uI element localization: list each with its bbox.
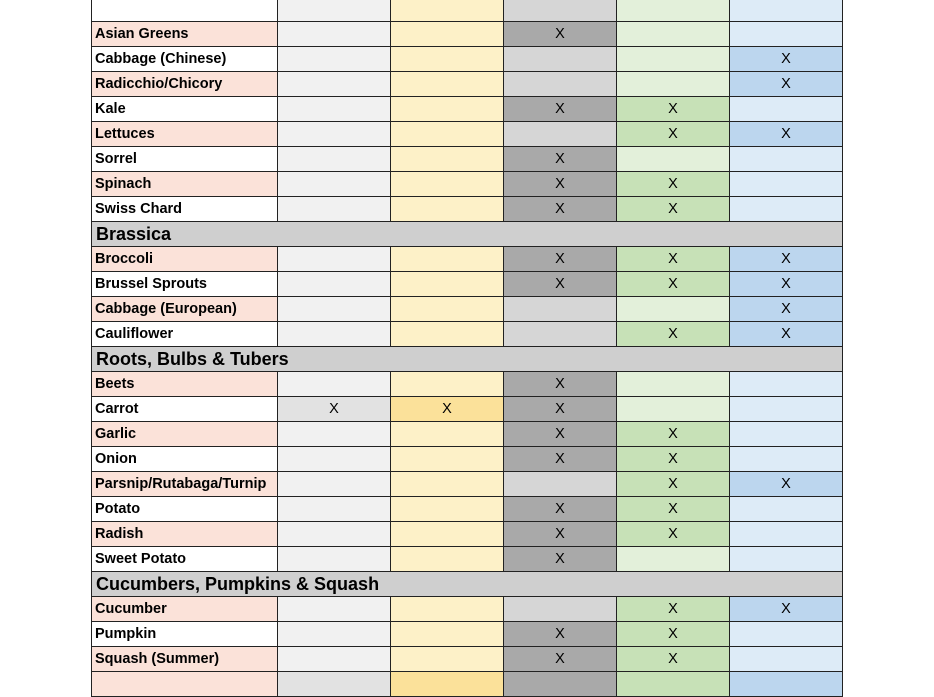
mark-cell: X — [504, 372, 617, 397]
mark-cell: X — [617, 497, 730, 522]
table-row-partial — [92, 672, 843, 697]
mark-cell: X — [730, 272, 843, 297]
mark-cell — [278, 672, 391, 697]
mark-cell — [617, 72, 730, 97]
table-row — [92, 197, 843, 222]
mark-cell: X — [617, 197, 730, 222]
crop-name-cell: Carrot — [92, 397, 278, 422]
mark-cell — [278, 172, 391, 197]
mark-cell: X — [730, 297, 843, 322]
crop-name-cell: Pumpkin — [92, 622, 278, 647]
mark-cell: X — [617, 622, 730, 647]
mark-cell: X — [617, 597, 730, 622]
mark-cell — [391, 122, 504, 147]
mark-cell — [730, 397, 843, 422]
mark-cell — [391, 622, 504, 647]
mark-cell — [278, 297, 391, 322]
section-title: Roots, Bulbs & Tubers — [92, 347, 843, 372]
crop-name-cell: Radicchio/Chicory — [92, 72, 278, 97]
mark-cell — [278, 422, 391, 447]
mark-cell — [617, 22, 730, 47]
table-row — [92, 422, 843, 447]
mark-cell — [730, 197, 843, 222]
table-row-partial — [92, 0, 843, 22]
mark-cell — [278, 447, 391, 472]
mark-cell — [278, 522, 391, 547]
table-row — [92, 272, 843, 297]
mark-cell: X — [617, 247, 730, 272]
mark-cell: X — [730, 472, 843, 497]
mark-cell — [278, 622, 391, 647]
mark-cell — [391, 647, 504, 672]
table-row — [92, 497, 843, 522]
table-row — [92, 22, 843, 47]
mark-cell — [391, 497, 504, 522]
mark-cell — [730, 622, 843, 647]
mark-cell — [504, 472, 617, 497]
crop-table-container — [91, 0, 843, 697]
mark-cell — [278, 147, 391, 172]
mark-cell — [730, 147, 843, 172]
crop-name-cell: Brussel Sprouts — [92, 272, 278, 297]
mark-cell — [278, 547, 391, 572]
mark-cell: X — [617, 322, 730, 347]
mark-cell — [278, 122, 391, 147]
mark-cell — [730, 447, 843, 472]
mark-cell — [391, 547, 504, 572]
mark-cell: X — [504, 247, 617, 272]
table-row — [92, 147, 843, 172]
crop-table-body — [92, 0, 843, 697]
mark-cell — [730, 497, 843, 522]
mark-cell — [278, 0, 391, 22]
mark-cell — [278, 472, 391, 497]
mark-cell — [391, 272, 504, 297]
crop-name-cell: Garlic — [92, 422, 278, 447]
mark-cell: X — [617, 647, 730, 672]
mark-cell — [391, 47, 504, 72]
mark-cell: X — [504, 397, 617, 422]
table-row — [92, 397, 843, 422]
crop-name-cell: Cabbage (Chinese) — [92, 47, 278, 72]
mark-cell — [278, 647, 391, 672]
mark-cell: X — [730, 322, 843, 347]
table-row — [92, 447, 843, 472]
table-row — [92, 47, 843, 72]
mark-cell — [278, 197, 391, 222]
mark-cell — [278, 22, 391, 47]
crop-name-cell: Sweet Potato — [92, 547, 278, 572]
table-row — [92, 622, 843, 647]
crop-name-cell: Sorrel — [92, 147, 278, 172]
table-row — [92, 597, 843, 622]
crop-table — [91, 0, 843, 697]
mark-cell: X — [730, 72, 843, 97]
crop-name-cell: Cauliflower — [92, 322, 278, 347]
mark-cell: X — [504, 22, 617, 47]
mark-cell — [391, 72, 504, 97]
mark-cell — [391, 522, 504, 547]
table-row — [92, 372, 843, 397]
table-row — [92, 647, 843, 672]
mark-cell — [617, 372, 730, 397]
mark-cell — [391, 472, 504, 497]
crop-name-cell: Beets — [92, 372, 278, 397]
crop-name-cell: Squash (Summer) — [92, 647, 278, 672]
mark-cell: X — [730, 597, 843, 622]
section-header — [92, 222, 843, 247]
mark-cell: X — [391, 397, 504, 422]
mark-cell: X — [730, 122, 843, 147]
mark-cell: X — [278, 397, 391, 422]
mark-cell — [391, 147, 504, 172]
mark-cell: X — [617, 522, 730, 547]
mark-cell: X — [617, 472, 730, 497]
mark-cell: X — [504, 422, 617, 447]
table-row — [92, 72, 843, 97]
mark-cell: X — [504, 447, 617, 472]
mark-cell: X — [504, 147, 617, 172]
mark-cell: X — [504, 172, 617, 197]
mark-cell: X — [617, 172, 730, 197]
mark-cell — [391, 0, 504, 22]
mark-cell — [278, 247, 391, 272]
mark-cell — [504, 597, 617, 622]
mark-cell: X — [617, 422, 730, 447]
mark-cell — [730, 0, 843, 22]
mark-cell: X — [504, 197, 617, 222]
mark-cell — [617, 0, 730, 22]
crop-name-cell: Cucumber — [92, 597, 278, 622]
section-header — [92, 572, 843, 597]
table-row — [92, 472, 843, 497]
crop-name-cell: Potato — [92, 497, 278, 522]
mark-cell — [391, 297, 504, 322]
crop-name-cell: Broccoli — [92, 247, 278, 272]
crop-name-cell — [92, 672, 278, 697]
mark-cell — [730, 547, 843, 572]
mark-cell: X — [617, 447, 730, 472]
mark-cell — [391, 247, 504, 272]
mark-cell — [504, 47, 617, 72]
mark-cell: X — [617, 272, 730, 297]
mark-cell — [391, 597, 504, 622]
table-row — [92, 122, 843, 147]
mark-cell — [391, 22, 504, 47]
mark-cell — [730, 647, 843, 672]
crop-name-cell: Spinach — [92, 172, 278, 197]
mark-cell — [504, 672, 617, 697]
mark-cell: X — [504, 272, 617, 297]
mark-cell: X — [617, 122, 730, 147]
mark-cell — [278, 597, 391, 622]
table-row — [92, 297, 843, 322]
mark-cell: X — [504, 497, 617, 522]
mark-cell — [617, 547, 730, 572]
mark-cell — [730, 422, 843, 447]
crop-name-cell: Cabbage (European) — [92, 297, 278, 322]
mark-cell — [278, 497, 391, 522]
crop-name-cell: Onion — [92, 447, 278, 472]
section-header — [92, 347, 843, 372]
mark-cell — [278, 322, 391, 347]
mark-cell — [617, 147, 730, 172]
section-title: Brassica — [92, 222, 843, 247]
mark-cell — [278, 97, 391, 122]
mark-cell — [391, 447, 504, 472]
mark-cell: X — [504, 97, 617, 122]
crop-name-cell: Kale — [92, 97, 278, 122]
mark-cell: X — [504, 547, 617, 572]
mark-cell — [730, 372, 843, 397]
mark-cell — [504, 322, 617, 347]
crop-name-cell — [92, 0, 278, 22]
mark-cell — [617, 397, 730, 422]
mark-cell — [730, 172, 843, 197]
table-row — [92, 322, 843, 347]
table-row — [92, 97, 843, 122]
mark-cell — [617, 297, 730, 322]
section-title: Cucumbers, Pumpkins & Squash — [92, 572, 843, 597]
mark-cell: X — [730, 247, 843, 272]
mark-cell — [730, 97, 843, 122]
crop-name-cell: Parsnip/Rutabaga/Turnip — [92, 472, 278, 497]
table-row — [92, 547, 843, 572]
mark-cell — [278, 272, 391, 297]
crop-name-cell: Swiss Chard — [92, 197, 278, 222]
mark-cell — [278, 47, 391, 72]
mark-cell — [730, 672, 843, 697]
mark-cell: X — [504, 522, 617, 547]
mark-cell — [391, 97, 504, 122]
mark-cell — [391, 322, 504, 347]
mark-cell — [504, 0, 617, 22]
mark-cell — [278, 372, 391, 397]
mark-cell: X — [504, 622, 617, 647]
mark-cell — [391, 422, 504, 447]
mark-cell — [391, 372, 504, 397]
mark-cell — [504, 297, 617, 322]
mark-cell — [391, 172, 504, 197]
crop-name-cell: Lettuces — [92, 122, 278, 147]
crop-name-cell: Asian Greens — [92, 22, 278, 47]
table-row — [92, 522, 843, 547]
mark-cell — [504, 72, 617, 97]
mark-cell — [391, 672, 504, 697]
mark-cell — [730, 522, 843, 547]
mark-cell — [617, 47, 730, 72]
mark-cell: X — [730, 47, 843, 72]
mark-cell — [730, 22, 843, 47]
mark-cell: X — [617, 97, 730, 122]
mark-cell: X — [504, 647, 617, 672]
table-row — [92, 172, 843, 197]
mark-cell — [617, 672, 730, 697]
crop-name-cell: Radish — [92, 522, 278, 547]
table-row — [92, 247, 843, 272]
mark-cell — [278, 72, 391, 97]
mark-cell — [504, 122, 617, 147]
mark-cell — [391, 197, 504, 222]
